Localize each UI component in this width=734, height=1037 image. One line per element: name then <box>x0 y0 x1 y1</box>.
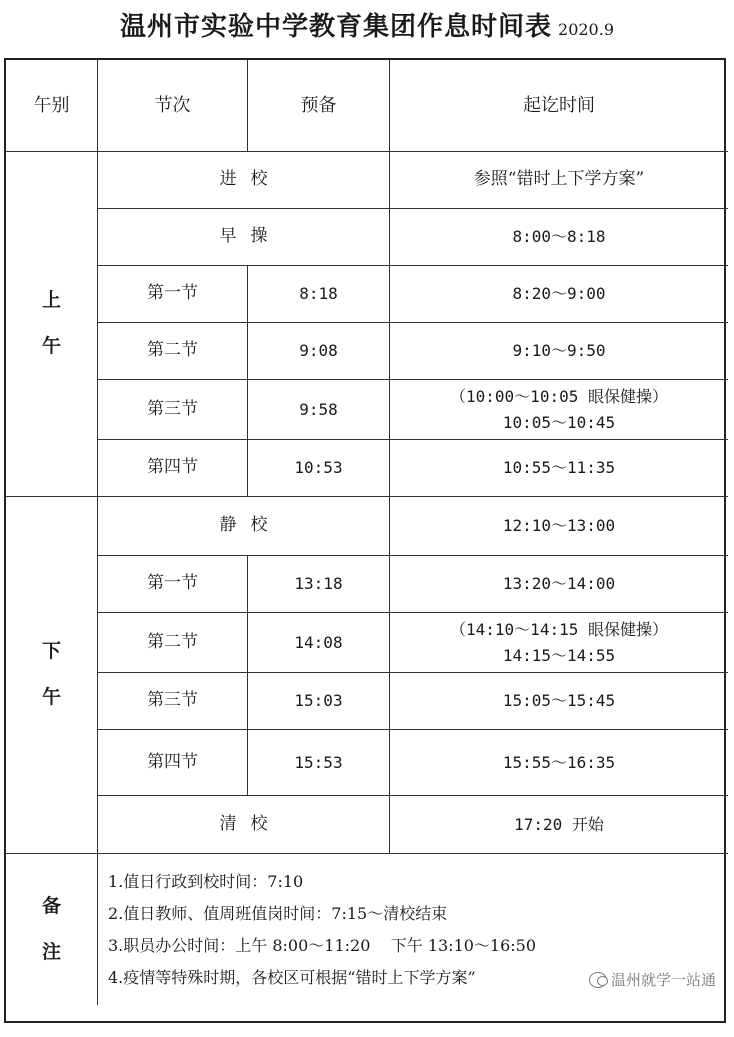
notes-label-char-1: 备 <box>41 894 61 917</box>
afternoon-label-char-2: 午 <box>41 686 61 708</box>
row-session: 早操 <box>98 209 390 266</box>
close-time: 17:20 开始 <box>390 796 728 854</box>
header-time: 起讫时间 <box>390 60 728 152</box>
row-time-cell <box>390 380 728 440</box>
row-session: 静校 <box>98 497 390 556</box>
note-item: 3.职员办公时间：上午 8:00～11:20 下午 13:10～16:50 <box>108 935 537 955</box>
row-prep: 14:08 <box>248 613 390 673</box>
afternoon-label <box>6 497 98 854</box>
afternoon-label-char-1: 下 <box>41 640 61 663</box>
row-prep: 8:18 <box>248 266 390 323</box>
row-prep: 15:53 <box>248 730 390 796</box>
watermark <box>589 965 716 995</box>
eye-exercise-note: （10:00～10:05 眼保健操） <box>450 386 668 406</box>
row-session: 第四节 <box>98 730 248 796</box>
row-time: 9:10～9:50 <box>390 323 728 380</box>
eye-exercise-note: （14:10～14:15 眼保健操） <box>450 619 668 639</box>
row-time: 14:15～14:55 <box>502 645 616 665</box>
row-session: 第三节 <box>98 673 248 730</box>
row-time: 8:20～9:00 <box>390 266 728 323</box>
row-prep: 10:53 <box>248 440 390 497</box>
morning-label <box>6 152 98 497</box>
row-session: 第一节 <box>98 266 248 323</box>
morning-label-char-1: 上 <box>41 289 61 312</box>
note-item: 4.疫情等特殊时期，各校区可根据“错时上下学方案” <box>108 967 476 987</box>
row-prep: 13:18 <box>248 556 390 613</box>
row-session: 第三节 <box>98 380 248 440</box>
row-time-cell <box>390 613 728 673</box>
row-session: 第二节 <box>98 613 248 673</box>
row-prep: 9:08 <box>248 323 390 380</box>
header-prep: 预备 <box>248 60 390 152</box>
row-prep: 15:03 <box>248 673 390 730</box>
header-session: 节次 <box>98 60 248 152</box>
row-time: 10:55～11:35 <box>390 440 728 497</box>
row-time: 12:10～13:00 <box>390 497 728 556</box>
watermark-text: 温州就学一站通 <box>610 971 716 989</box>
row-time: 13:20～14:00 <box>390 556 728 613</box>
row-session: 进校 <box>98 152 390 209</box>
row-prep: 9:58 <box>248 380 390 440</box>
notes-content <box>98 854 728 1005</box>
header-period: 午别 <box>6 60 98 152</box>
schedule-table <box>4 58 726 1023</box>
notes-label-char-2: 注 <box>41 940 61 963</box>
title-main: 温州市实验中学教育集团作息时间表 <box>120 12 553 42</box>
row-time: 8:00～8:18 <box>390 209 728 266</box>
page-title <box>0 6 734 43</box>
wechat-icon <box>589 972 607 988</box>
row-session: 第二节 <box>98 323 248 380</box>
row-session: 第四节 <box>98 440 248 497</box>
close-session: 清校 <box>98 796 390 854</box>
row-session: 第一节 <box>98 556 248 613</box>
title-date: 2020.9 <box>558 20 614 39</box>
note-item: 2.值日教师、值周班值岗时间：7:15～清校结束 <box>108 903 448 923</box>
row-time: 参照“错时上下学方案” <box>390 152 728 209</box>
row-time: 15:55～16:35 <box>390 730 728 796</box>
row-time: 15:05～15:45 <box>390 673 728 730</box>
note-item: 1.值日行政到校时间：7:10 <box>108 871 304 891</box>
row-time: 10:05～10:45 <box>502 412 616 432</box>
notes-label <box>6 854 98 1005</box>
morning-label-char-2: 午 <box>41 335 61 357</box>
